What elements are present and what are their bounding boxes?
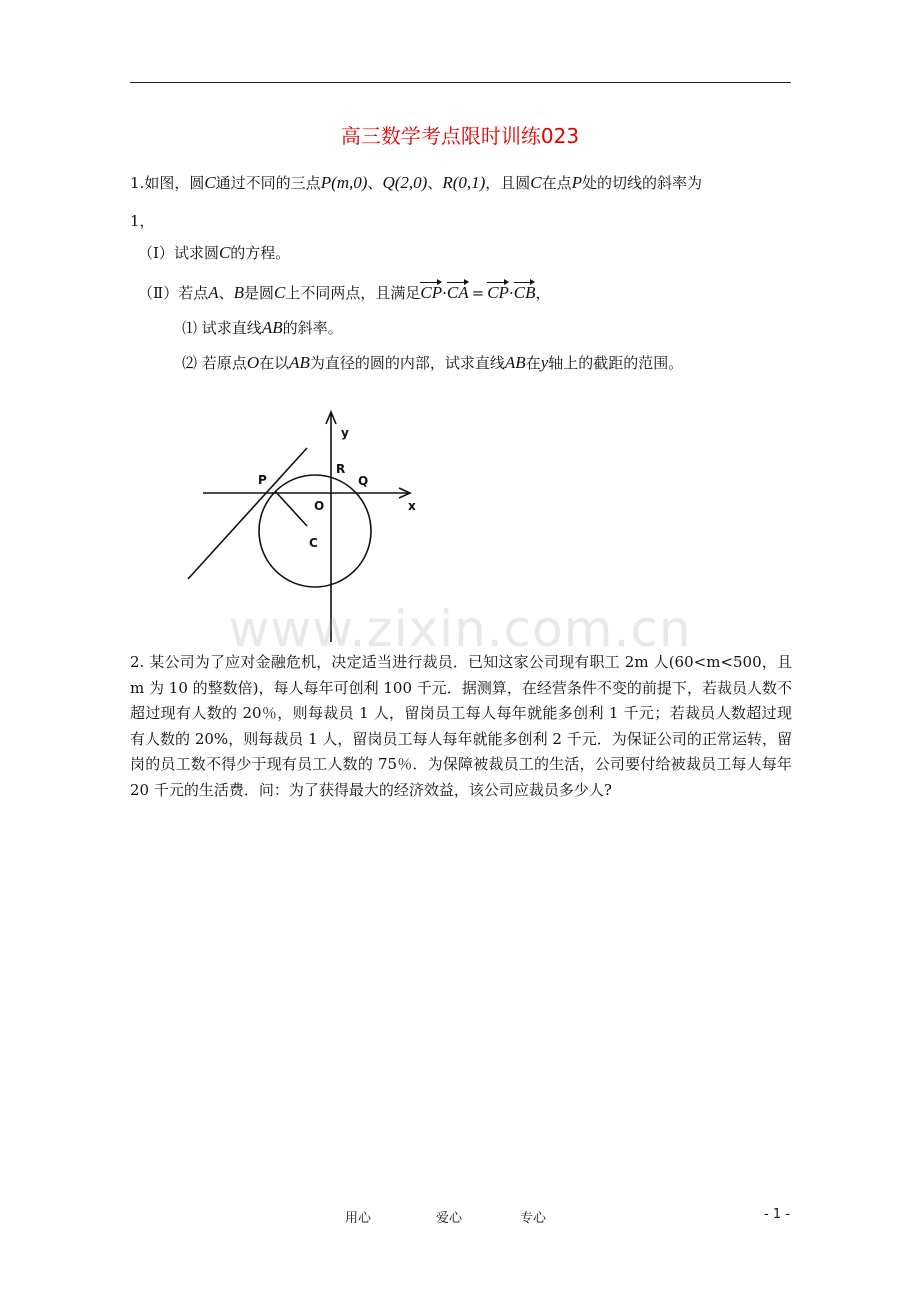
label-r: R (336, 462, 346, 476)
label-y: y (341, 426, 349, 440)
problem1-sub2: ⑵ 若原点O在以AB为直径的圆的内部，试求直线AB在y轴上的截距的范围。 (182, 353, 684, 372)
radius-pc (275, 491, 307, 526)
label-q: Q (358, 474, 369, 488)
label-p: P (258, 473, 267, 487)
page-title: 高三数学考点限时训练023 (340, 124, 580, 148)
label-x: x (408, 499, 416, 513)
problem1-part1: （Ⅰ）试求圆C的方程。 (138, 243, 291, 262)
footer-yongxin: 用心 (345, 1211, 372, 1226)
vector-cp: CP (420, 283, 443, 302)
vector-cp-2: CP (487, 283, 509, 302)
footer-aixin: 爱心 (436, 1211, 463, 1226)
footer-zhuanxin: 专心 (520, 1211, 547, 1226)
label-c: C (309, 536, 318, 550)
problem1-part2: （Ⅱ）若点A、B是圆C上不同两点，且满足CP·CA = CP·CB， (138, 283, 551, 302)
vector-ca: CA (446, 283, 469, 302)
tangent-line (188, 448, 307, 579)
problem1-line2: 1， (130, 212, 155, 230)
label-o: O (314, 499, 325, 513)
problem2-text: 2. 某公司为了应对金融危机，决定适当进行裁员．已知这家公司现有职工 2m 人(60<m<500，且 m 为 10 的整数倍)，每人每年可创利 100 千元．据测算，在经营条件不变的前提下，若裁员人数不超过现有人数的 20％，则每裁员 1 人，留岗员工每人每年就能多创利 1 千元；若裁员人数超过现有人数的 20%，则每裁员 1 人，留岗员工每人每年就能多创利 2 千元．为保证公司的正常运转，留岗的员工数不得少于现有员工人数的 75％．为保障被裁员工的生活，公司要付给被裁员工每人每年 20 千元的生活费．问：为了获得最大的经济效益，该公司应裁员多少人? (130, 653, 792, 799)
problem1-sub1: ⑴ 试求直线AB的斜率。 (182, 318, 343, 337)
watermark: www.zixin.com.cn (228, 600, 692, 658)
header-rule (130, 82, 791, 83)
vector-cb: CB (513, 283, 536, 302)
problem1-line1: 1.如图，圆C通过不同的三点P(m,0)、Q(2,0)、R(0,1)，且圆C在点P处的切线的斜率为 (130, 173, 703, 192)
page-number: - 1 - (764, 1207, 790, 1222)
